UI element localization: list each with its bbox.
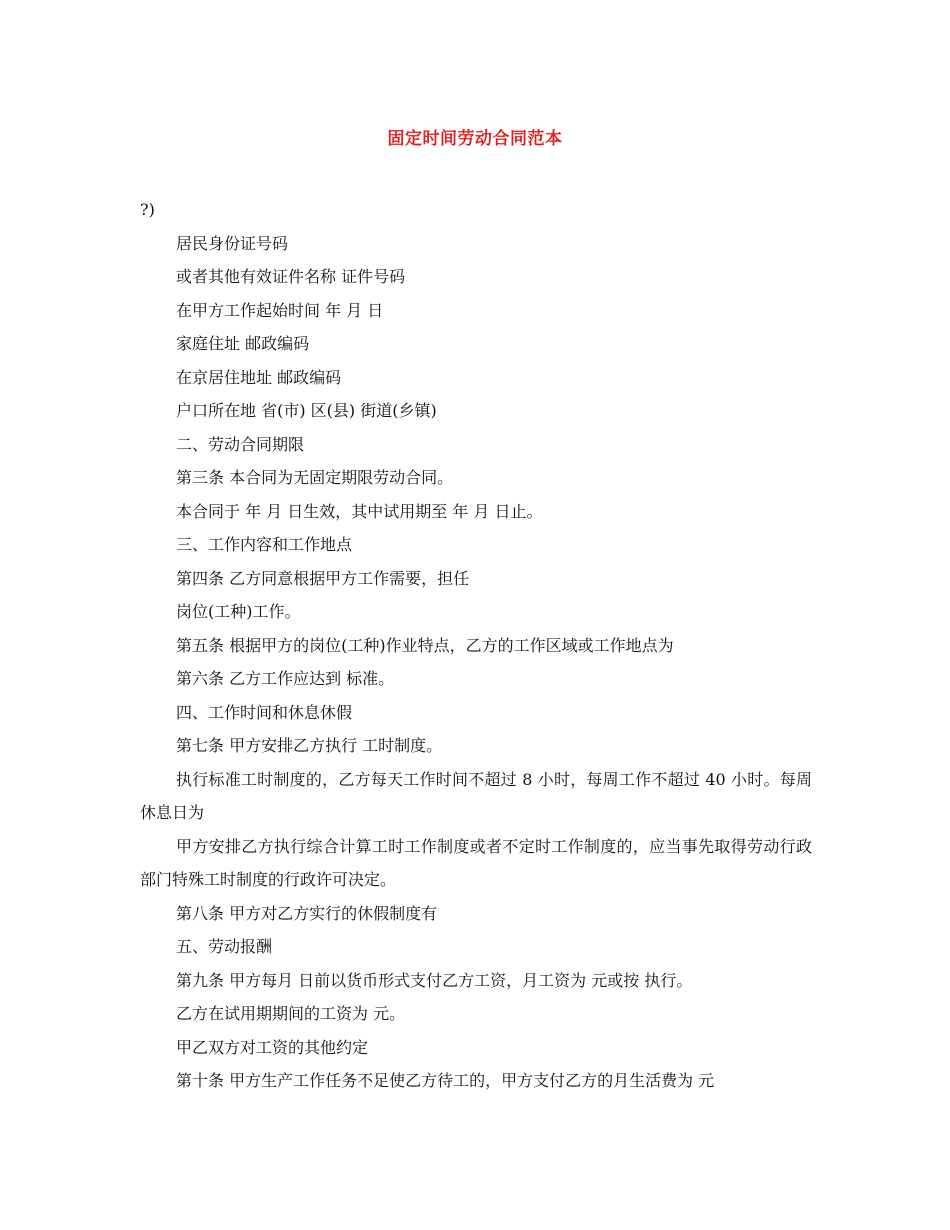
text-line: 第五条 根据甲方的岗位(工种)作业特点，乙方的工作区域或工作地点为 (176, 635, 674, 655)
text-line: 第四条 乙方同意根据甲方工作需要，担任 (176, 568, 470, 588)
text-line: ?) (140, 200, 155, 219)
text-line: 本合同于 年 月 日生效，其中试用期至 年 月 日止。 (176, 501, 543, 521)
text-line: 第六条 乙方工作应达到 标准。 (176, 669, 395, 688)
text-paragraph: 甲方安排乙方执行综合计算工时工作制度或者不定时工作制度的，应当事先取得劳动行政部门特殊工时制度的行政许可决定。 (140, 836, 812, 889)
text-line: 在甲方工作起始时间 年 月 日 (176, 300, 384, 320)
text-line: 第八条 甲方对乙方实行的休假制度有 (176, 903, 438, 923)
text-paragraph: 执行标准工时制度的，乙方每天工作时间不超过 8 小时，每周工作不超过 40 小时。每周休息日为 (140, 769, 812, 822)
text-line: 居民身份证号码 (176, 233, 289, 253)
text-line: 乙方在试用期期间的工资为 元。 (176, 1004, 406, 1023)
text-line: 甲乙双方对工资的其他约定 (176, 1037, 369, 1057)
document-body (140, 193, 812, 1098)
text-line: 第九条 甲方每月 日前以货币形式支付乙方工资，月工资为 元或按 执行。 (176, 970, 693, 990)
text-line: 第十条 甲方生产工作任务不足使乙方待工的，甲方支付乙方的月生活费为 元 (176, 1071, 715, 1090)
text-line: 在京居住地址 邮政编码 (176, 367, 342, 387)
section-heading: 四、工作时间和休息休假 (176, 702, 353, 722)
section-heading: 三、工作内容和工作地点 (176, 535, 353, 554)
section-heading: 二、劳动合同期限 (176, 434, 305, 454)
text-line: 第三条 本合同为无固定期限劳动合同。 (176, 468, 454, 487)
text-line: 或者其他有效证件名称 证件号码 (176, 267, 406, 286)
text-line: 岗位(工种)工作。 (176, 602, 301, 621)
text-line: 家庭住址 邮政编码 (176, 334, 310, 353)
document-title: 固定时间劳动合同范本 (387, 129, 563, 149)
section-heading: 五、劳动报酬 (176, 937, 273, 956)
text-line: 第七条 甲方安排乙方执行 工时制度。 (176, 736, 443, 755)
text-line: 户口所在地 省(市) 区(县) 街道(乡镇) (176, 401, 437, 420)
